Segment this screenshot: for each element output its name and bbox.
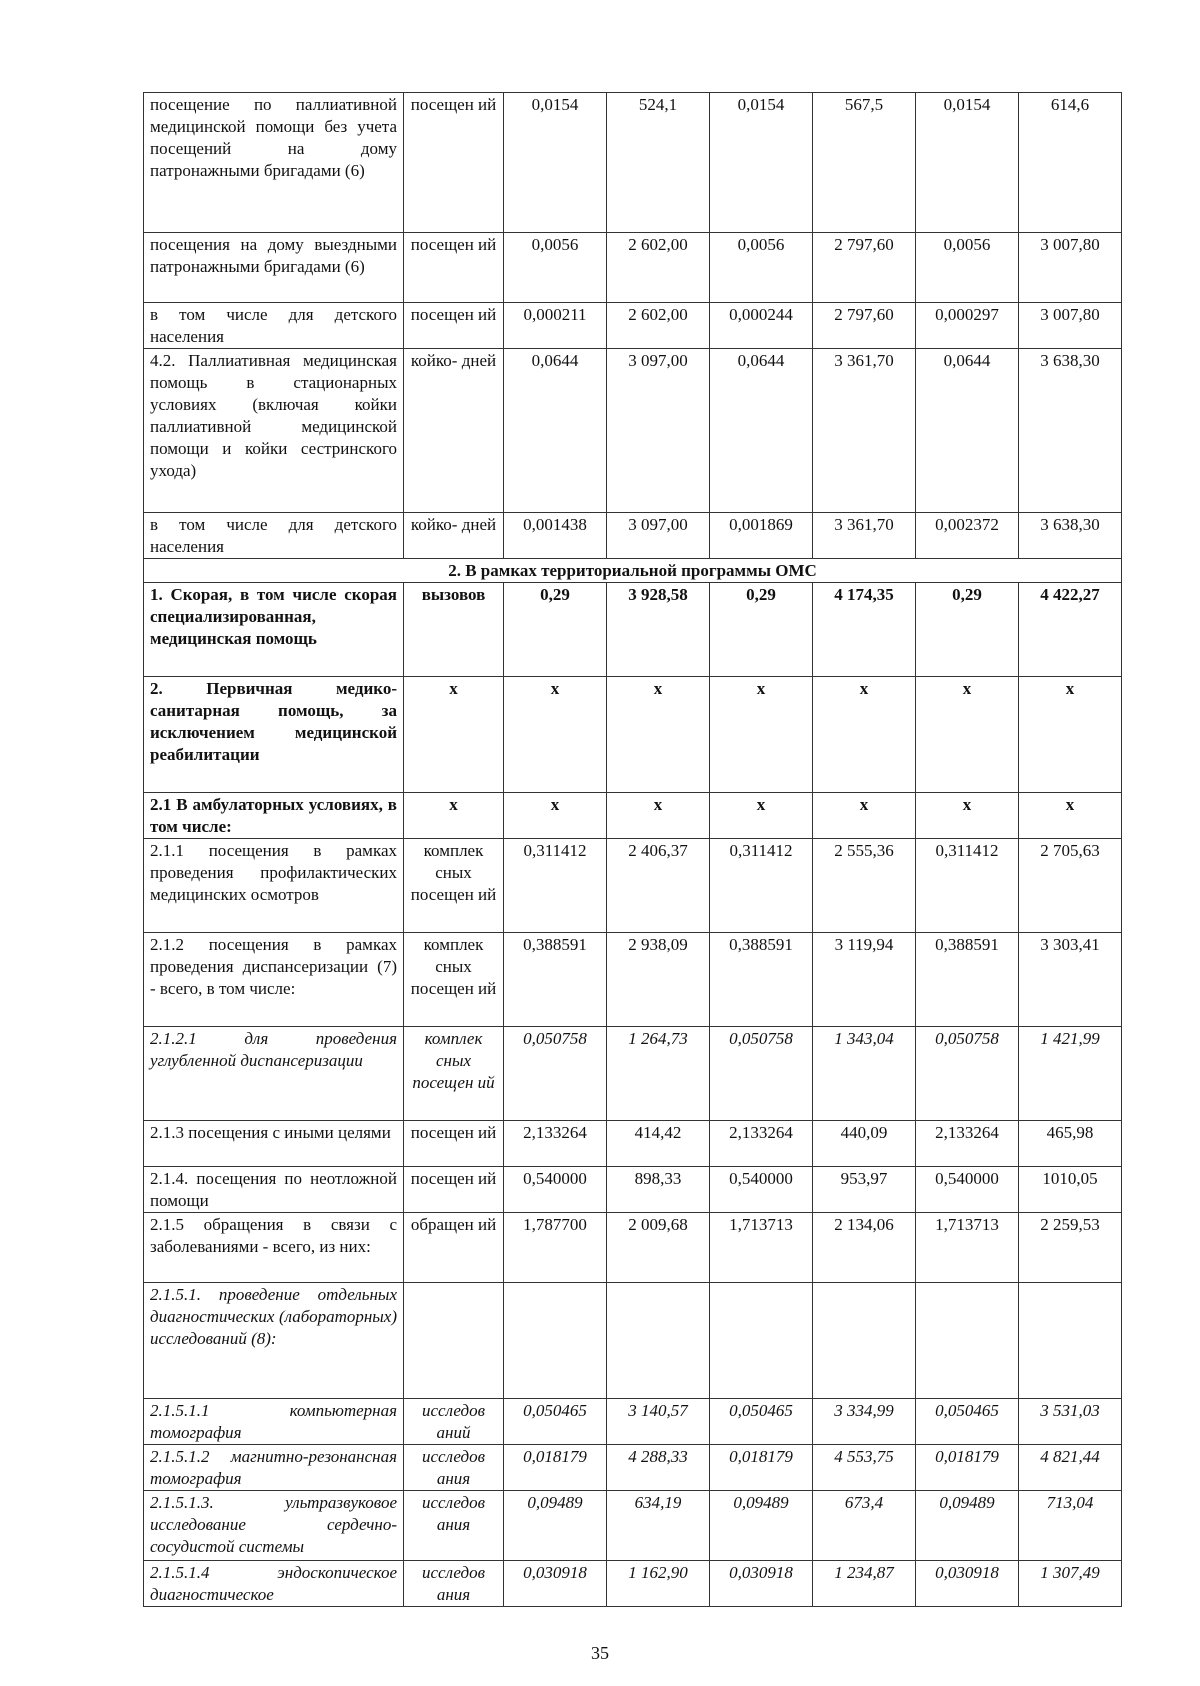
row-value-cell: 2 705,63	[1019, 839, 1122, 933]
row-value-cell: 2 797,60	[813, 233, 916, 303]
row-value-cell: 0,311412	[710, 839, 813, 933]
row-value-cell: х	[813, 677, 916, 793]
row-value-cell: 2 797,60	[813, 303, 916, 349]
row-name-cell: 2.1.5.1.2 магнитно-резонансная томография	[144, 1445, 404, 1491]
table-row	[144, 1027, 1122, 1121]
row-value-cell: х	[710, 677, 813, 793]
row-unit-cell: посещен ий	[404, 303, 504, 349]
row-value-cell: 0,0154	[916, 93, 1019, 233]
row-name-cell: 2.1.2 посещения в рамках проведения диспансеризации (7) - всего, в том числе:	[144, 933, 404, 1027]
row-value-cell: 3 361,70	[813, 513, 916, 559]
row-name-cell: посещение по паллиативной медицинской помощи без учета посещений на дому патронажными бригадами (6)	[144, 93, 404, 233]
row-value-cell: 4 174,35	[813, 583, 916, 677]
row-name-cell: 2.1.4. посещения по неотложной помощи	[144, 1167, 404, 1213]
row-name-cell: 1. Скорая, в том числе скорая специализированная, медицинская помощь	[144, 583, 404, 677]
program-table	[143, 92, 1122, 1607]
row-unit-cell: обращен ий	[404, 1213, 504, 1283]
table-row	[144, 793, 1122, 839]
row-value-cell: 2,133264	[916, 1121, 1019, 1167]
table-body-bottom	[144, 583, 1122, 1607]
row-value-cell: 0,0644	[504, 349, 607, 513]
row-value-cell: 0,030918	[916, 1561, 1019, 1607]
row-value-cell: 2,133264	[710, 1121, 813, 1167]
row-value-cell: 0,050758	[710, 1027, 813, 1121]
row-value-cell: 1 234,87	[813, 1561, 916, 1607]
row-name-cell: 2.1.5.1.4 эндоскопическое диагностическое	[144, 1561, 404, 1607]
table-row	[144, 1561, 1122, 1607]
row-value-cell: 0,0154	[710, 93, 813, 233]
row-value-cell: 0,29	[504, 583, 607, 677]
row-name-cell: 2.1.2.1 для проведения углубленной диспансеризации	[144, 1027, 404, 1121]
row-value-cell: 0,540000	[916, 1167, 1019, 1213]
row-value-cell: 1 421,99	[1019, 1027, 1122, 1121]
row-value-cell: 0,050465	[504, 1399, 607, 1445]
row-value-cell: 0,000211	[504, 303, 607, 349]
row-value-cell: 3 334,99	[813, 1399, 916, 1445]
row-name-cell: в том числе для детского населения	[144, 303, 404, 349]
row-value-cell: х	[607, 793, 710, 839]
page-number: 35	[591, 1643, 609, 1663]
row-name-cell: 2.1 В амбулаторных условиях, в том числе:	[144, 793, 404, 839]
row-value-cell: 0,018179	[504, 1445, 607, 1491]
table-row	[144, 303, 1122, 349]
table-row	[144, 1399, 1122, 1445]
row-value-cell: 2 602,00	[607, 303, 710, 349]
row-value-cell: 4 422,27	[1019, 583, 1122, 677]
row-value-cell: 0,0644	[916, 349, 1019, 513]
row-value-cell: 1010,05	[1019, 1167, 1122, 1213]
section-title: 2. В рамках территориальной программы ОМС	[144, 559, 1122, 583]
row-value-cell: 0,540000	[504, 1167, 607, 1213]
table-row	[144, 1283, 1122, 1399]
row-value-cell: 3 361,70	[813, 349, 916, 513]
table-row	[144, 1213, 1122, 1283]
row-value-cell	[813, 1283, 916, 1399]
row-value-cell: 3 638,30	[1019, 513, 1122, 559]
row-value-cell	[916, 1283, 1019, 1399]
row-value-cell: х	[504, 793, 607, 839]
table-row	[144, 677, 1122, 793]
row-value-cell: 713,04	[1019, 1491, 1122, 1561]
row-unit-cell: х	[404, 677, 504, 793]
row-value-cell: 3 638,30	[1019, 349, 1122, 513]
table-row	[144, 1167, 1122, 1213]
row-unit-cell: посещен ий	[404, 1167, 504, 1213]
row-value-cell: 0,050758	[916, 1027, 1019, 1121]
table-row	[144, 513, 1122, 559]
row-value-cell: 0,002372	[916, 513, 1019, 559]
row-value-cell: 0,0154	[504, 93, 607, 233]
table-row	[144, 1491, 1122, 1561]
row-value-cell: 0,018179	[710, 1445, 813, 1491]
row-value-cell: 2 555,36	[813, 839, 916, 933]
table-row	[144, 349, 1122, 513]
row-value-cell: 0,09489	[504, 1491, 607, 1561]
row-value-cell: 3 303,41	[1019, 933, 1122, 1027]
row-value-cell: 0,018179	[916, 1445, 1019, 1491]
row-name-cell: 2.1.5.1. проведение отдельных диагностических (лабораторных) исследований (8):	[144, 1283, 404, 1399]
row-value-cell: 0,09489	[710, 1491, 813, 1561]
row-value-cell: 3 140,57	[607, 1399, 710, 1445]
row-value-cell: 0,050758	[504, 1027, 607, 1121]
table-body-top	[144, 93, 1122, 559]
row-value-cell: 1 307,49	[1019, 1561, 1122, 1607]
table-row	[144, 1121, 1122, 1167]
row-value-cell: 2 009,68	[607, 1213, 710, 1283]
row-value-cell: 673,4	[813, 1491, 916, 1561]
row-unit-cell: вызовов	[404, 583, 504, 677]
row-value-cell: 2 602,00	[607, 233, 710, 303]
row-value-cell: х	[916, 793, 1019, 839]
row-value-cell	[607, 1283, 710, 1399]
row-value-cell: 3 007,80	[1019, 233, 1122, 303]
row-name-cell: посещения на дому выездными патронажными бригадами (6)	[144, 233, 404, 303]
row-value-cell: 465,98	[1019, 1121, 1122, 1167]
row-value-cell: 4 821,44	[1019, 1445, 1122, 1491]
table-row	[144, 1445, 1122, 1491]
row-value-cell	[710, 1283, 813, 1399]
row-name-cell: 4.2. Паллиативная медицинская помощь в стационарных условиях (включая койки паллиативной медицинской помощи и койки сестринского ухода)	[144, 349, 404, 513]
row-value-cell: 614,6	[1019, 93, 1122, 233]
row-value-cell: 0,0056	[916, 233, 1019, 303]
table-row	[144, 583, 1122, 677]
row-value-cell: 0,388591	[916, 933, 1019, 1027]
row-value-cell: 3 007,80	[1019, 303, 1122, 349]
row-unit-cell: исследов ания	[404, 1445, 504, 1491]
row-value-cell: 0,388591	[504, 933, 607, 1027]
row-value-cell: 953,97	[813, 1167, 916, 1213]
row-value-cell: 1,713713	[916, 1213, 1019, 1283]
row-name-cell: 2.1.5 обращения в связи с заболеваниями - всего, из них:	[144, 1213, 404, 1283]
row-value-cell: 0,29	[916, 583, 1019, 677]
table-row	[144, 933, 1122, 1027]
row-unit-cell: комплек сных посещен ий	[404, 933, 504, 1027]
row-unit-cell: посещен ий	[404, 93, 504, 233]
row-value-cell	[1019, 1283, 1122, 1399]
row-value-cell: 2 406,37	[607, 839, 710, 933]
row-value-cell: 4 553,75	[813, 1445, 916, 1491]
row-value-cell: 3 531,03	[1019, 1399, 1122, 1445]
row-name-cell: 2. Первичная медико-санитарная помощь, за исключением медицинской реабилитации	[144, 677, 404, 793]
row-value-cell: х	[1019, 793, 1122, 839]
row-unit-cell: исследов ания	[404, 1561, 504, 1607]
row-value-cell: х	[1019, 677, 1122, 793]
row-value-cell: 0,030918	[504, 1561, 607, 1607]
row-value-cell: х	[813, 793, 916, 839]
row-unit-cell: посещен ий	[404, 1121, 504, 1167]
row-value-cell: 2 938,09	[607, 933, 710, 1027]
row-value-cell: 3 097,00	[607, 513, 710, 559]
row-value-cell: 0,388591	[710, 933, 813, 1027]
row-value-cell: 0,050465	[710, 1399, 813, 1445]
row-value-cell: 1 343,04	[813, 1027, 916, 1121]
row-value-cell: 0,030918	[710, 1561, 813, 1607]
row-value-cell: х	[607, 677, 710, 793]
row-unit-cell	[404, 1283, 504, 1399]
row-value-cell: 0,0056	[710, 233, 813, 303]
row-value-cell: 0,001438	[504, 513, 607, 559]
row-value-cell: 3 928,58	[607, 583, 710, 677]
row-unit-cell: исследов ания	[404, 1491, 504, 1561]
row-value-cell: х	[710, 793, 813, 839]
row-value-cell: 414,42	[607, 1121, 710, 1167]
row-value-cell: 0,29	[710, 583, 813, 677]
row-value-cell: 2 259,53	[1019, 1213, 1122, 1283]
row-name-cell: 2.1.5.1.3. ультразвуковое исследование сердечно-сосудистой системы	[144, 1491, 404, 1561]
row-value-cell: 3 119,94	[813, 933, 916, 1027]
row-value-cell: 898,33	[607, 1167, 710, 1213]
row-unit-cell: посещен ий	[404, 233, 504, 303]
table-row	[144, 839, 1122, 933]
row-value-cell: 0,311412	[504, 839, 607, 933]
row-value-cell: 0,09489	[916, 1491, 1019, 1561]
row-unit-cell: комплек сных посещен ий	[404, 1027, 504, 1121]
row-value-cell: 1,713713	[710, 1213, 813, 1283]
row-value-cell: 2 134,06	[813, 1213, 916, 1283]
row-value-cell: 0,050465	[916, 1399, 1019, 1445]
row-name-cell: 2.1.1 посещения в рамках проведения профилактических медицинских осмотров	[144, 839, 404, 933]
row-unit-cell: койко- дней	[404, 513, 504, 559]
row-value-cell: 440,09	[813, 1121, 916, 1167]
section-header-group	[144, 559, 1122, 583]
row-unit-cell: комплек сных посещен ий	[404, 839, 504, 933]
row-value-cell: 1,787700	[504, 1213, 607, 1283]
row-name-cell: в том числе для детского населения	[144, 513, 404, 559]
row-value-cell: 4 288,33	[607, 1445, 710, 1491]
row-value-cell: 524,1	[607, 93, 710, 233]
row-value-cell: 0,0644	[710, 349, 813, 513]
row-value-cell: 0,000297	[916, 303, 1019, 349]
row-name-cell: 2.1.3 посещения с иными целями	[144, 1121, 404, 1167]
row-name-cell: 2.1.5.1.1 компьютерная томография	[144, 1399, 404, 1445]
row-value-cell: 0,0056	[504, 233, 607, 303]
row-value-cell: 567,5	[813, 93, 916, 233]
row-unit-cell: исследов аний	[404, 1399, 504, 1445]
table-row	[144, 93, 1122, 233]
row-value-cell: х	[916, 677, 1019, 793]
row-value-cell: 0,001869	[710, 513, 813, 559]
row-value-cell: 0,311412	[916, 839, 1019, 933]
row-unit-cell: койко- дней	[404, 349, 504, 513]
row-value-cell: 3 097,00	[607, 349, 710, 513]
row-value-cell: 634,19	[607, 1491, 710, 1561]
row-value-cell: 0,540000	[710, 1167, 813, 1213]
row-unit-cell: х	[404, 793, 504, 839]
row-value-cell	[504, 1283, 607, 1399]
row-value-cell: 1 264,73	[607, 1027, 710, 1121]
table-row	[144, 233, 1122, 303]
row-value-cell: 0,000244	[710, 303, 813, 349]
row-value-cell: х	[504, 677, 607, 793]
row-value-cell: 2,133264	[504, 1121, 607, 1167]
row-value-cell: 1 162,90	[607, 1561, 710, 1607]
